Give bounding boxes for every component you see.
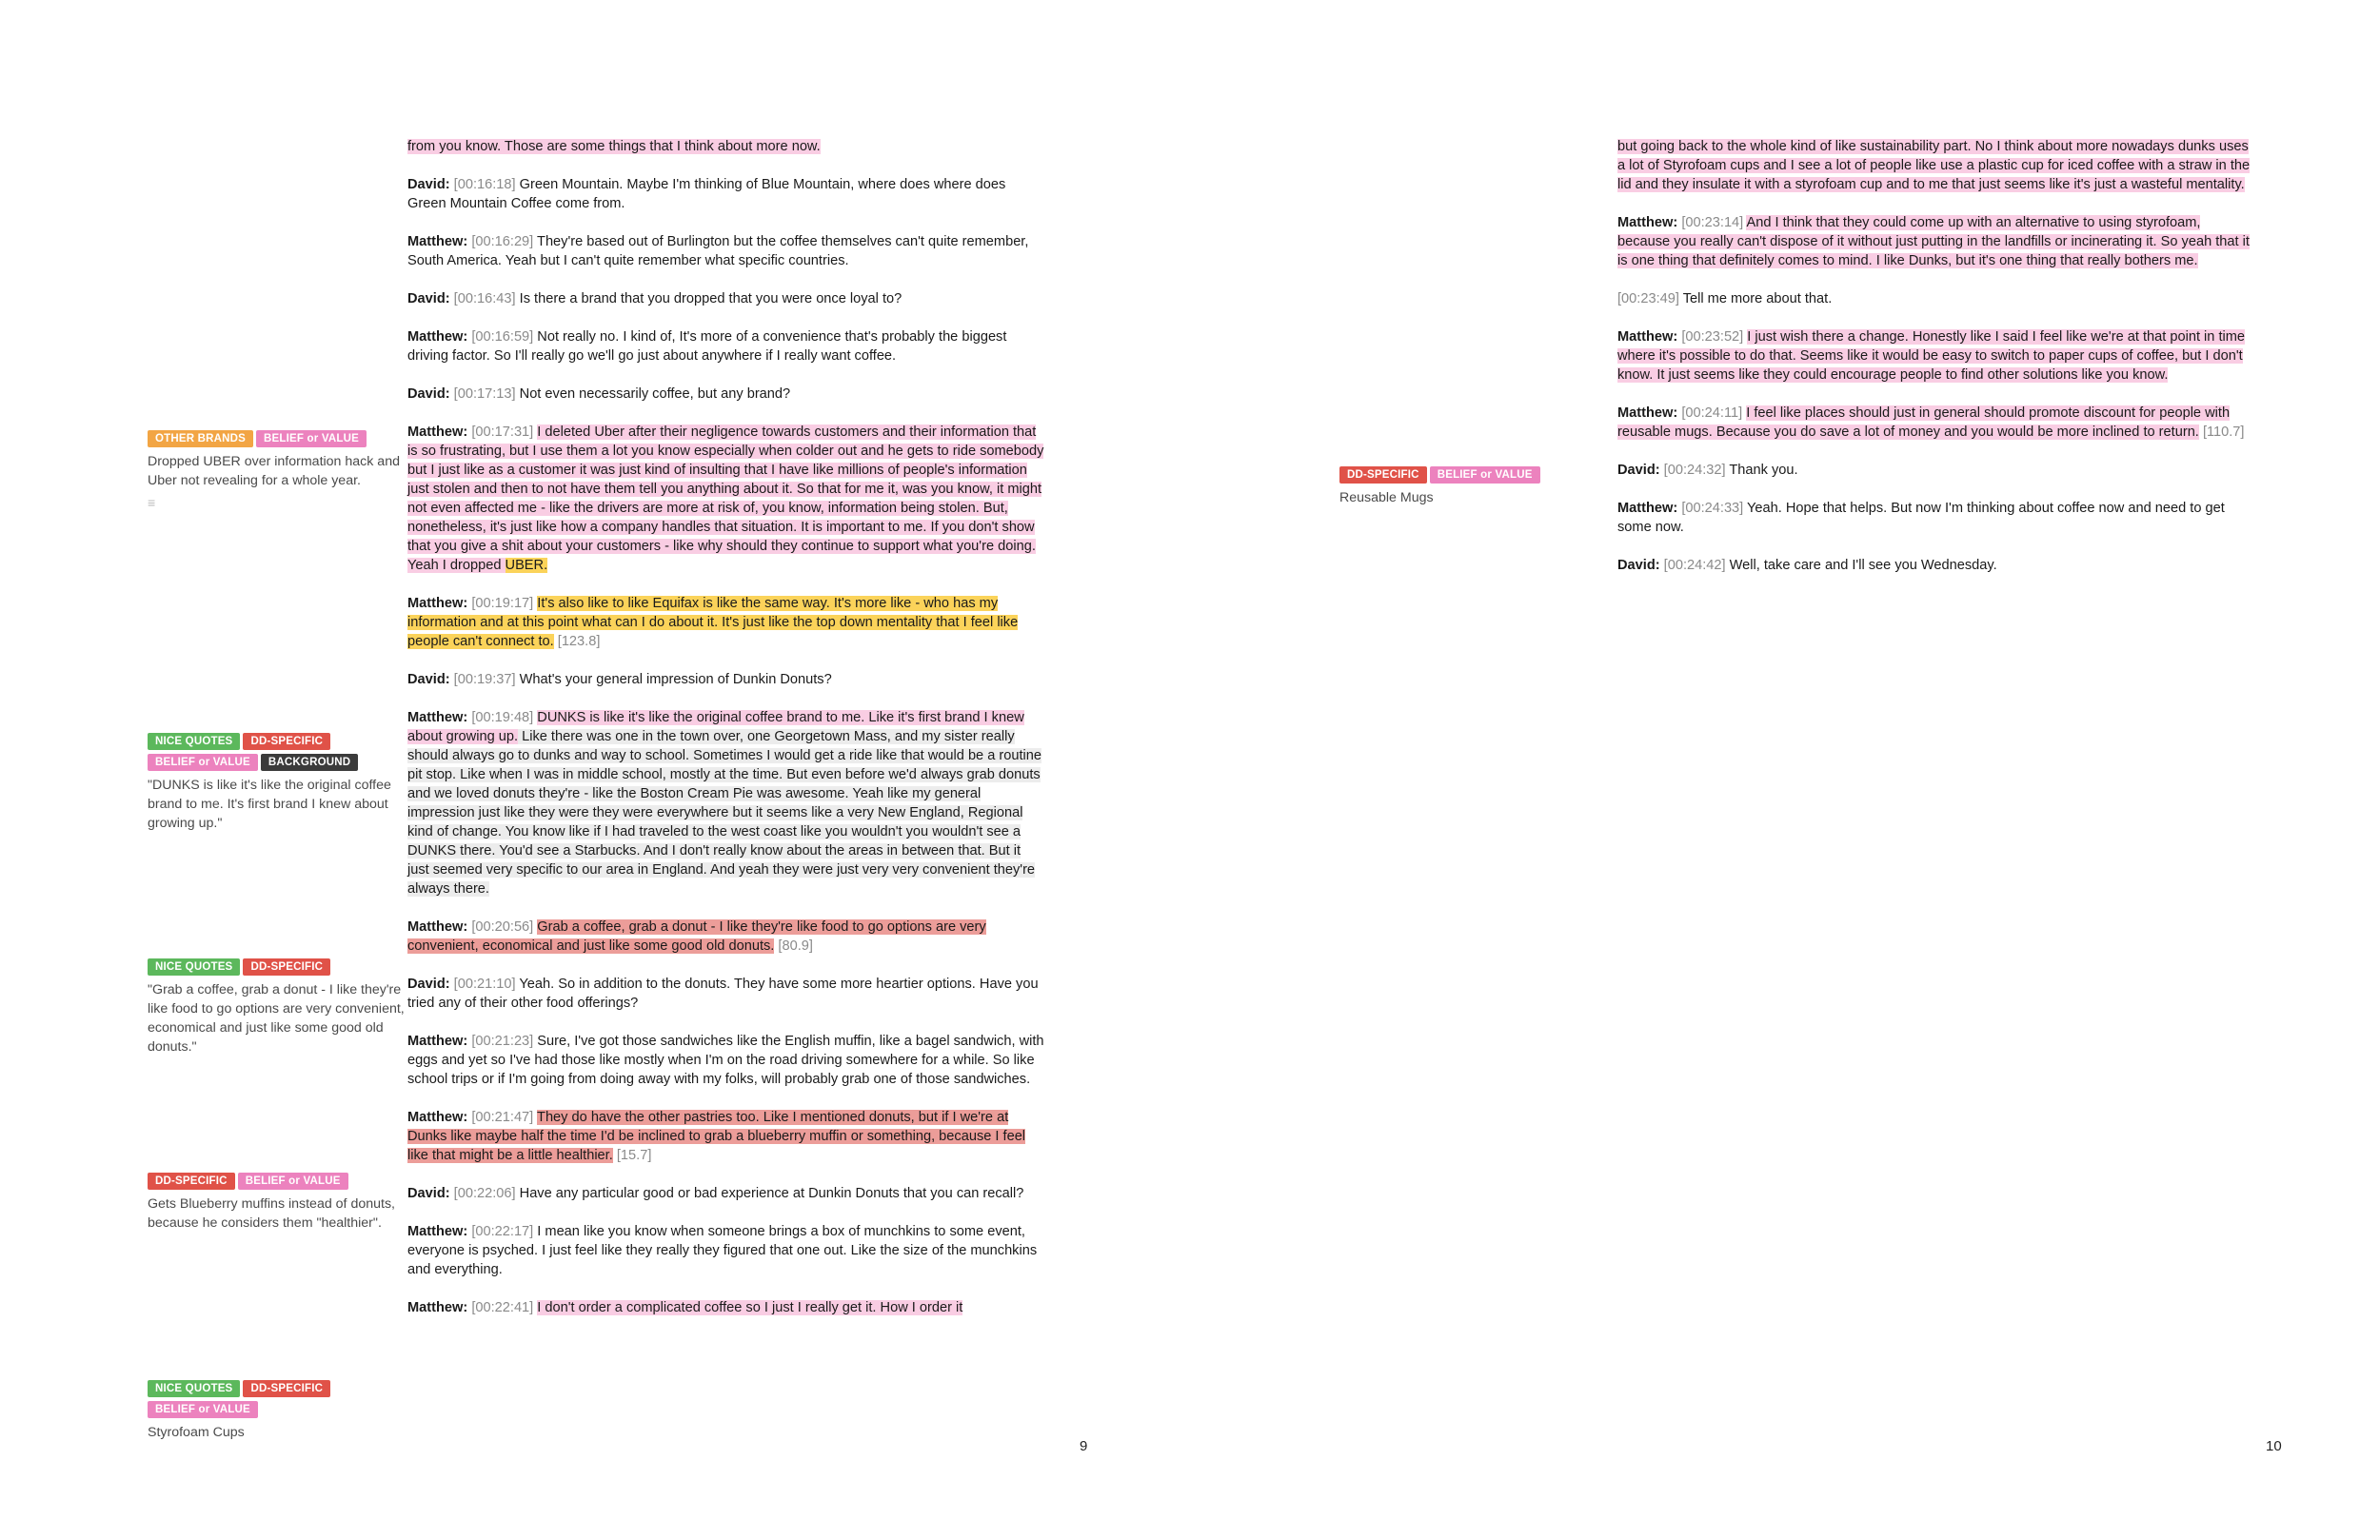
tag-list: [148, 1171, 405, 1192]
timestamp[interactable]: [00:23:52]: [1681, 329, 1744, 345]
speaker-name: Matthew:: [407, 596, 468, 611]
speaker-name: Matthew:: [1617, 329, 1678, 345]
timestamp[interactable]: [00:22:41]: [471, 1300, 534, 1315]
transcript-text: Thank you.: [1729, 463, 1798, 478]
tag-badge[interactable]: BELIEF or VALUE: [238, 1173, 348, 1190]
timestamp[interactable]: [00:16:59]: [471, 329, 534, 345]
timestamp[interactable]: [00:20:56]: [471, 919, 534, 935]
timestamp[interactable]: [00:21:10]: [453, 977, 516, 992]
transcript-text: Yeah. So in addition to the donuts. They have some more heartier options. Have you tried any of their other food offerings?: [407, 977, 1039, 1011]
timestamp[interactable]: [00:24:33]: [1681, 501, 1744, 516]
transcript-text: What's your general impression of Dunkin Donuts?: [519, 672, 832, 687]
tag-list: [148, 731, 405, 773]
tag-badge[interactable]: NICE QUOTES: [148, 1380, 240, 1397]
transcript-text: I mean like you know when someone brings a box of munchkins to some event, everyone is psyched. I just feel like they really they figured that one out. Like the size of the munchkins and everything.: [407, 1224, 1038, 1277]
transcript-paragraph: [407, 385, 1045, 404]
page-number: 9: [1080, 1438, 1088, 1454]
transcript-paragraph: [1617, 327, 2255, 385]
tag-badge[interactable]: BELIEF or VALUE: [256, 430, 367, 447]
speaker-name: David:: [407, 977, 450, 992]
highlighted-text[interactable]: I don't order a complicated coffee so I just I really get it. How I order it: [537, 1300, 963, 1315]
highlighted-text[interactable]: Like there was one in the town over, one Georgetown Mass, and my sister really should always go to dunks and way to school. Sometimes I would get a ride like that would be a routine pit stop. Like when I was in middle school, mostly at the time. But even before we'd always grab donuts and we loved donuts they're - like the Boston Cream Pie was awesome. Yeah like my general impression just like they were they were everywhere but it seems like a very New England, Regional kind of change. You know like if I had traveled to the west coast like you wouldn't you wouldn't see a DUNKS there. You'd see a Starbucks. And I don't really know about the areas in between that. But it just seemed very specific to our area in England. And yeah they were just very very convenient they're always there.: [407, 729, 1042, 897]
margin-note: [148, 1171, 405, 1233]
tag-list: [148, 957, 405, 977]
note-text: Dropped UBER over information hack and Uber not revealing for a whole year.: [148, 454, 400, 488]
tag-badge[interactable]: BELIEF or VALUE: [148, 1401, 258, 1418]
transcript-paragraph: [407, 1108, 1045, 1165]
tag-badge[interactable]: BELIEF or VALUE: [148, 754, 258, 771]
speaker-name: Matthew:: [407, 919, 468, 935]
tag-list: [148, 428, 405, 449]
transcript-paragraph: [407, 175, 1045, 213]
transcript-paragraph: [407, 1298, 1045, 1317]
speaker-name: David:: [407, 386, 450, 402]
transcript-paragraph: [1617, 137, 2255, 194]
transcript-paragraph: [407, 1032, 1045, 1089]
highlight-score: [80.9]: [778, 938, 813, 954]
transcript-text: They're based out of Burlington but the coffee themselves can't quite remember, South America. Yeah but I can't quite remember what specific countries.: [407, 234, 1029, 268]
highlighted-text[interactable]: UBER.: [505, 558, 548, 573]
highlighted-text[interactable]: I just wish there a change. Honestly like I said I feel like we're at that point in time where it's possible to do that. Seems like it would be easy to switch to paper cups of coffee, but I don't know. It just seems like they could encourage people to find other solutions like you know.: [1617, 329, 2246, 383]
transcript-paragraph: [407, 232, 1045, 270]
highlighted-text[interactable]: but going back to the whole kind of like sustainability part. No I think about more nowadays dunks uses a lot of Styrofoam cups and I see a lot of people like use a plastic cup for iced coffee with a straw in the lid and they insulate it with a styrofoam cup and to me that just seems like it's just a wasteful mentality.: [1617, 139, 2251, 192]
transcript-paragraph: [1617, 289, 2255, 308]
speaker-name: David:: [1617, 463, 1660, 478]
tag-badge[interactable]: NICE QUOTES: [148, 733, 240, 750]
speaker-name: Matthew:: [407, 1224, 468, 1239]
transcript-paragraph: [407, 918, 1045, 956]
transcript-column: [1617, 137, 2255, 594]
note-text: "Grab a coffee, grab a donut - I like they're like food to go options are very convenient, economical and just like some good old donuts.": [148, 982, 405, 1055]
highlighted-text[interactable]: Grab a coffee, grab a donut - I like they're like food to go options are very convenient, economical and just like some good old donuts.: [407, 919, 986, 954]
tag-badge[interactable]: DD-SPECIFIC: [243, 733, 330, 750]
timestamp[interactable]: [00:19:17]: [471, 596, 534, 611]
highlighted-text[interactable]: from you know. Those are some things that I think about more now.: [407, 139, 821, 154]
timestamp[interactable]: [00:24:32]: [1663, 463, 1726, 478]
highlight-score: [15.7]: [616, 1148, 652, 1163]
transcript-paragraph: [1617, 404, 2255, 442]
speaker-name: Matthew:: [407, 1110, 468, 1125]
transcript-paragraph: [407, 594, 1045, 651]
speaker-name: Matthew:: [1617, 405, 1678, 421]
margin-note: [1339, 464, 1597, 507]
transcript-text: Green Mountain. Maybe I'm thinking of Blue Mountain, where does where does Green Mountain Coffee come from.: [407, 177, 1006, 211]
speaker-name: Matthew:: [407, 329, 468, 345]
speaker-name: Matthew:: [1617, 501, 1678, 516]
tag-badge[interactable]: DD-SPECIFIC: [1339, 466, 1427, 484]
tag-badge[interactable]: OTHER BRANDS: [148, 430, 253, 447]
transcript-paragraph: [407, 1184, 1045, 1203]
transcript-paragraph: [407, 137, 1045, 156]
timestamp[interactable]: [00:22:06]: [453, 1186, 516, 1201]
timestamp[interactable]: [00:19:37]: [453, 672, 516, 687]
timestamp[interactable]: [00:19:48]: [471, 710, 534, 725]
highlighted-text[interactable]: I feel like places should just in general should promote discount for people with reusable mugs. Because you do save a lot of money and you would be more inclined to return.: [1617, 405, 2231, 440]
speaker-name: Matthew:: [1617, 215, 1678, 230]
speaker-name: David:: [407, 177, 450, 192]
transcript-text: Not really no. I kind of, It's more of a convenience that's probably the biggest driving factor. So I'll really go we'll go just about anywhere if I really want coffee.: [407, 329, 1007, 364]
highlighted-text[interactable]: And I think that they could come up with an alternative to using styrofoam, because you really can't dispose of it without just putting in the landfills or incinerating it. So yeah that it is one thing that definitely comes to mind. I like Dunks, but it's one thing that really bothers me.: [1617, 215, 2250, 268]
timestamp[interactable]: [00:22:17]: [471, 1224, 534, 1239]
margin-note: [148, 731, 405, 833]
highlighted-text[interactable]: It's also like to like Equifax is like the same way. It's more like - who has my information and at this point what can I do about it. It's just like the top down mentality that I feel like people can't connect to.: [407, 596, 1019, 649]
speaker-name: David:: [1617, 558, 1660, 573]
highlighted-text[interactable]: DUNKS is like it's like the original coffee brand to me. Like it's first brand I knew about growing up.: [407, 710, 1024, 744]
transcript-text: Sure, I've got those sandwiches like the English muffin, like a bagel sandwich, with eggs and yet so I've had those like mostly when I'm on the road driving somewhere for a while. So like school trips or if I'm going from doing away with my folks, will probably grab one of those sandwiches.: [407, 1034, 1044, 1087]
timestamp[interactable]: [00:16:18]: [453, 177, 516, 192]
timestamp[interactable]: [00:23:14]: [1681, 215, 1744, 230]
page-10: [1190, 0, 2380, 1540]
transcript-paragraph: [1617, 556, 2255, 575]
page-number: 10: [2266, 1438, 2282, 1454]
note-text: Gets Blueberry muffins instead of donuts, because he considers them "healthier".: [148, 1196, 395, 1231]
transcript-paragraph: [407, 289, 1045, 308]
transcript-paragraph: [407, 670, 1045, 689]
speaker-name: David:: [407, 1186, 450, 1201]
highlight-score: [123.8]: [557, 634, 601, 649]
timestamp[interactable]: [00:16:29]: [471, 234, 534, 249]
timestamp[interactable]: [00:24:11]: [1681, 405, 1743, 421]
transcript-paragraph: [1617, 213, 2255, 270]
note-text: Styrofoam Cups: [148, 1425, 245, 1440]
speaker-name: Matthew:: [407, 234, 468, 249]
speaker-name: David:: [407, 672, 450, 687]
transcript-paragraph: [407, 708, 1045, 898]
transcript-paragraph: [407, 327, 1045, 365]
transcript-text: Tell me more about that.: [1682, 291, 1833, 306]
speaker-name: Matthew:: [407, 710, 468, 725]
margin-note: [148, 957, 405, 1056]
margin-note: [148, 428, 405, 509]
tag-badge[interactable]: BACKGROUND: [261, 754, 358, 771]
highlighted-text[interactable]: They do have the other pastries too. Like I mentioned donuts, but if I we're at Dunks like maybe half the time I'd be inclined to grab a blueberry muffin or something, because I feel like that might be a little healthier.: [407, 1110, 1026, 1163]
tag-list: [1339, 464, 1597, 485]
speaker-name: Matthew:: [407, 424, 468, 440]
tag-badge[interactable]: DD-SPECIFIC: [148, 1173, 235, 1190]
tag-badge[interactable]: BELIEF or VALUE: [1430, 466, 1540, 484]
timestamp[interactable]: [00:17:31]: [471, 424, 534, 440]
transcript-column: [407, 137, 1045, 1336]
timestamp[interactable]: [00:21:47]: [471, 1110, 534, 1125]
menu-lines-icon[interactable]: ≡: [148, 495, 156, 510]
highlighted-text[interactable]: I deleted Uber after their negligence towards customers and their information that is so frustrating, but I use them a lot you know especially when colder out and he gets to ride somebody but I just like as a customer it was just kind of insulting that I have like millions of people's information just stolen and then to not have them tell you anything about it. So that for me it, was you know, it might not even affected me - like the drivers are more at risk of, you know, information being stolen. But, nonetheless, it's just like how a company handles that situation. It is important to me. If you don't show that you give a shit about your customers - like why should they continue to support what you're doing. Yeah I dropped: [407, 424, 1044, 573]
speaker-name: Matthew:: [407, 1300, 468, 1315]
tag-badge[interactable]: DD-SPECIFIC: [243, 958, 330, 976]
transcript-paragraph: [407, 423, 1045, 575]
transcript-text: Yeah. Hope that helps. But now I'm thinking about coffee now and need to get some now.: [1617, 501, 2225, 535]
timestamp[interactable]: [00:21:23]: [471, 1034, 534, 1049]
timestamp[interactable]: [00:24:42]: [1663, 558, 1726, 573]
transcript-paragraph: [407, 975, 1045, 1013]
speaker-name: David:: [407, 291, 450, 306]
tag-list: [148, 1378, 405, 1420]
margin-note: [148, 1378, 405, 1442]
note-text: "DUNKS is like it's like the original coffee brand to me. It's first brand I knew about growing up.": [148, 778, 391, 831]
transcript-paragraph: [1617, 499, 2255, 537]
speaker-name: Matthew:: [407, 1034, 468, 1049]
transcript-text: Well, take care and I'll see you Wednesday.: [1729, 558, 1997, 573]
timestamp[interactable]: [00:16:43]: [453, 291, 516, 306]
transcript-paragraph: [1617, 461, 2255, 480]
transcript-text: Not even necessarily coffee, but any brand?: [519, 386, 791, 402]
tag-badge[interactable]: NICE QUOTES: [148, 958, 240, 976]
transcript-text: Is there a brand that you dropped that you were once loyal to?: [519, 291, 902, 306]
note-text: Reusable Mugs: [1339, 490, 1434, 505]
tag-badge[interactable]: DD-SPECIFIC: [243, 1380, 330, 1397]
transcript-text: Have any particular good or bad experience at Dunkin Donuts that you can recall?: [519, 1186, 1024, 1201]
highlight-score: [110.7]: [2202, 424, 2245, 440]
timestamp[interactable]: [00:23:49]: [1617, 291, 1679, 306]
transcript-paragraph: [407, 1222, 1045, 1279]
timestamp[interactable]: [00:17:13]: [453, 386, 516, 402]
